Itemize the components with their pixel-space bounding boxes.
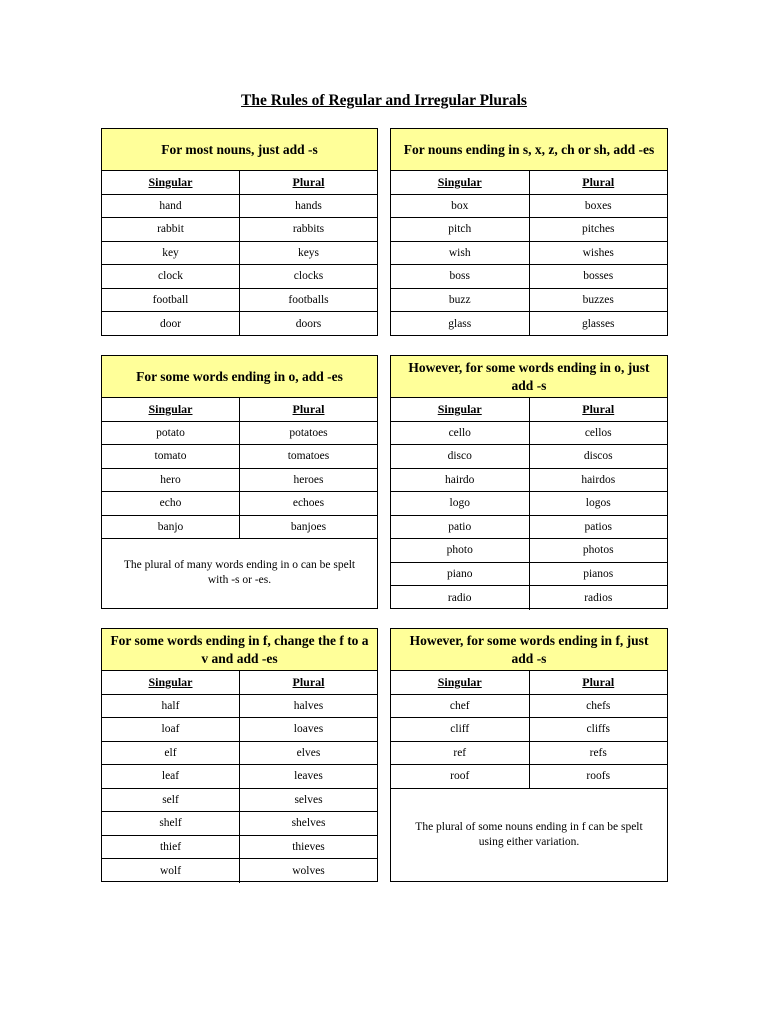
table-row [391,312,667,336]
plural-cell: hands [239,195,377,218]
singular-column-header: Singular [148,401,193,416]
column-header-row [102,671,377,695]
plural-cell: patios [529,516,668,539]
table-row [102,516,377,540]
rule-table-add-es [390,128,668,336]
plural-cell: shelves [239,812,377,835]
singular-cell: ref [453,746,467,759]
plural-column-header: Plural [529,171,668,194]
singular-column-header: Singular [437,674,482,689]
plural-cell: thieves [239,836,377,859]
plural-cell: roofs [529,765,668,788]
table-row [391,242,667,266]
table-row [102,742,377,766]
plural-cell: cellos [529,422,668,445]
plural-cell: banjoes [239,516,377,539]
table-row [391,516,667,540]
singular-cell: disco [447,450,472,463]
singular-column-header: Singular [148,174,193,189]
table-row [391,195,667,219]
table-row [391,265,667,289]
table-row [391,218,667,242]
plural-column-header: Plural [239,398,377,421]
table-row [391,422,667,446]
table-row [391,539,667,563]
table-row [102,718,377,742]
singular-cell: hairdo [445,473,475,486]
plural-cell: hairdos [529,469,668,492]
plural-cell: loaves [239,718,377,741]
plural-cell: heroes [239,469,377,492]
table-row [102,469,377,493]
table-row [102,859,377,883]
table-row [391,718,667,742]
singular-cell: loaf [161,723,180,736]
plural-cell: glasses [529,312,668,336]
plural-column-header: Plural [529,671,668,694]
singular-cell: self [162,793,179,806]
singular-cell: cliff [450,723,470,736]
rule-table-add-s [101,128,378,336]
table-row [391,492,667,516]
rule-table-o-add-s [390,355,668,609]
table-row [102,422,377,446]
table-row [391,586,667,610]
singular-cell: key [162,246,179,259]
plural-cell: photos [529,539,668,562]
plural-cell: tomatoes [239,445,377,468]
singular-cell: hero [160,473,181,486]
plural-cell: elves [239,742,377,765]
singular-cell: elf [164,746,177,759]
table-row [102,492,377,516]
singular-cell: tomato [154,450,187,463]
singular-column-header: Singular [148,674,193,689]
singular-cell: boss [449,270,470,283]
table-row [102,265,377,289]
table-row [102,312,377,336]
singular-cell: roof [450,770,470,783]
rule-heading: However, for some words ending in f, just add -s [391,629,667,671]
singular-cell: glass [448,317,472,330]
plural-cell: boxes [529,195,668,218]
singular-cell: radio [447,591,472,604]
plural-cell: pianos [529,563,668,586]
singular-cell: patio [448,520,472,533]
plural-column-header: Plural [239,171,377,194]
singular-column-header: Singular [437,174,482,189]
column-header-row [391,171,667,195]
rule-heading: For nouns ending in s, x, z, ch or sh, add -es [391,129,667,171]
rule-note: The plural of many words ending in o can be spelt with -s or -es. [123,558,356,586]
plural-cell: clocks [239,265,377,288]
singular-column-header: Singular [437,401,482,416]
singular-cell: door [159,317,182,330]
singular-cell: clock [158,270,183,283]
table-row [391,742,667,766]
table-row [391,695,667,719]
singular-cell: box [451,199,469,212]
rule-heading: For most nouns, just add -s [102,129,377,171]
singular-cell: piano [446,567,473,580]
column-header-row [391,671,667,695]
table-row [391,289,667,313]
page-title: The Rules of Regular and Irregular Plurals [241,92,527,109]
table-row [391,469,667,493]
plural-column-header: Plural [529,398,668,421]
plural-cell: logos [529,492,668,515]
singular-cell: shelf [159,817,182,830]
plural-cell: leaves [239,765,377,788]
singular-cell: potato [156,426,185,439]
plural-cell: potatoes [239,422,377,445]
singular-cell: logo [449,497,470,510]
plural-cell: selves [239,789,377,812]
rule-heading: However, for some words ending in o, just add -s [391,356,667,398]
table-row [102,812,377,836]
table-row [102,242,377,266]
singular-cell: leaf [161,770,180,783]
plural-cell: footballs [239,289,377,312]
plural-cell: cliffs [529,718,668,741]
table-row [102,195,377,219]
singular-cell: thief [159,840,182,853]
rule-note: The plural of some nouns ending in f can be spelt using either variation. [415,820,643,848]
plural-cell: chefs [529,695,668,718]
plural-cell: bosses [529,265,668,288]
singular-cell: half [161,699,180,712]
rule-heading: For some words ending in o, add -es [102,356,377,398]
plural-cell: discos [529,445,668,468]
plural-cell: doors [239,312,377,336]
table-row [102,836,377,860]
plural-cell: halves [239,695,377,718]
singular-cell: pitch [448,223,472,236]
singular-cell: rabbit [157,223,184,236]
singular-cell: wolf [159,864,182,877]
column-header-row [391,398,667,422]
column-header-row [102,398,377,422]
rule-table-f-add-s [390,628,668,882]
table-row [102,695,377,719]
plural-cell: refs [529,742,668,765]
table-row [102,789,377,813]
singular-cell: football [152,293,189,306]
table-row [102,289,377,313]
plural-cell: keys [239,242,377,265]
plural-cell: buzzes [529,289,668,312]
singular-cell: photo [446,544,473,557]
plural-cell: wishes [529,242,668,265]
table-row [391,563,667,587]
singular-cell: hand [159,199,182,212]
singular-cell: cello [448,426,471,439]
singular-cell: echo [159,497,182,510]
rule-heading: For some words ending in f, change the f to a v and add -es [102,629,377,671]
table-row [102,445,377,469]
plural-column-header: Plural [239,671,377,694]
plural-cell: echoes [239,492,377,515]
rule-table-o-add-es [101,355,378,609]
plural-cell: radios [529,586,668,610]
table-row [102,218,377,242]
singular-cell: wish [448,246,471,259]
singular-cell: banjo [157,520,184,533]
column-header-row [102,171,377,195]
singular-cell: buzz [448,293,471,306]
table-row [391,445,667,469]
plural-cell: wolves [239,859,377,883]
plural-cell: pitches [529,218,668,241]
singular-cell: chef [449,699,470,712]
rule-table-f-to-ves [101,628,378,882]
table-row [102,765,377,789]
plural-cell: rabbits [239,218,377,241]
table-row [391,765,667,789]
